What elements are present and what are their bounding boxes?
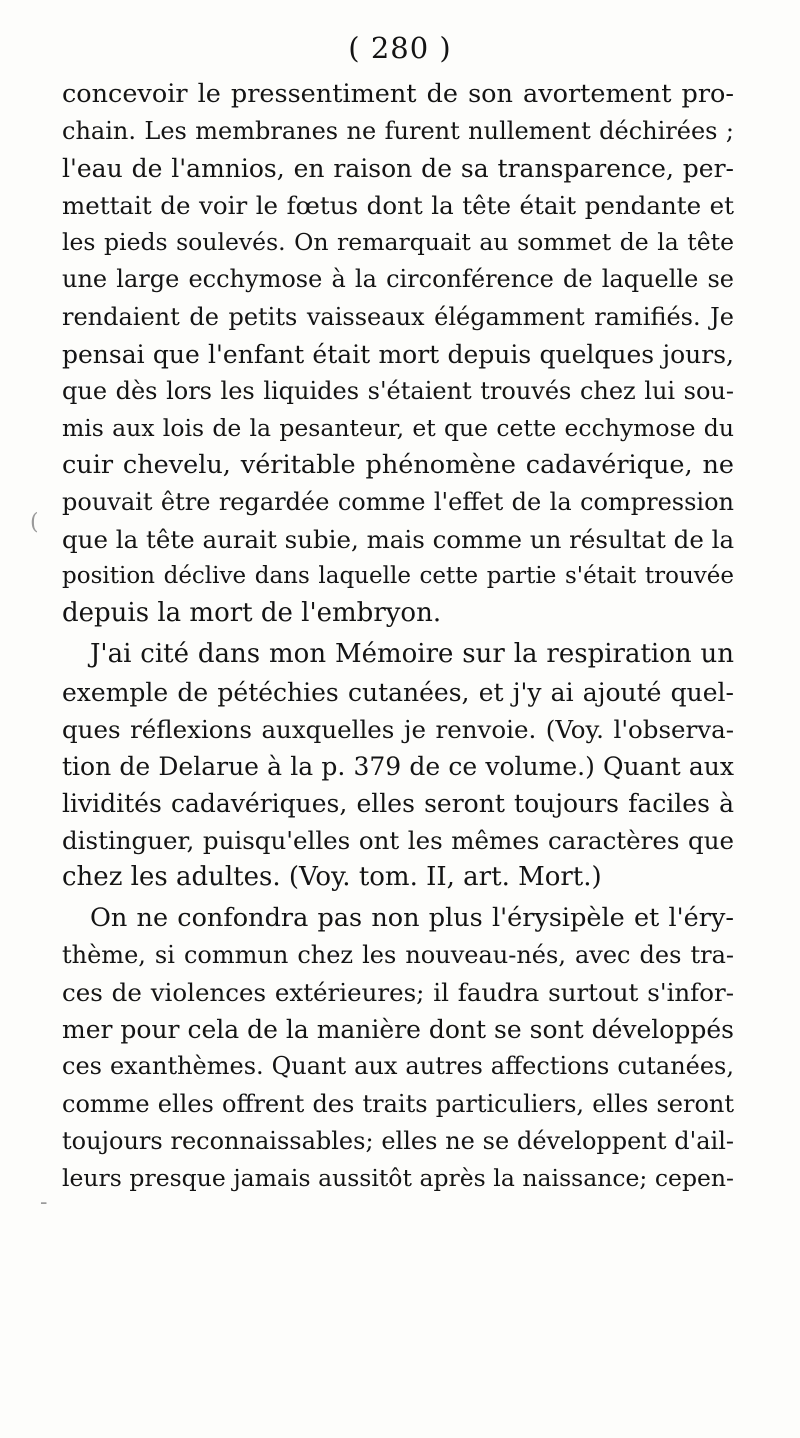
text-line: cuir chevelu, véritable phénomène cadavérique, ne [62, 449, 734, 480]
paragraph [62, 900, 734, 1197]
text-line: distinguer, puisqu'elles ont les mêmes caractères que [62, 825, 734, 855]
text-line: pouvait être regardée comme l'effet de la compression [62, 488, 734, 517]
text-line: On ne confondra pas non plus l'érysipèle et l'éry- [90, 903, 734, 934]
text-line: exemple de pétéchies cutanées, et j'y ai ajouté quel- [62, 677, 734, 707]
text-line: rendaient de petits vaisseaux élégamment ramifiés. Je [62, 302, 734, 331]
text-line: mer pour cela de la manière dont se sont développés [62, 1015, 734, 1045]
text-line: mettait de voir le fœtus dont la tête était pendante et [62, 191, 734, 221]
text-line: tion de Delarue à la p. 379 de ce volume.) Quant aux [62, 751, 734, 781]
text-line: mis aux lois de la pesanteur, et que cette ecchymose du [62, 413, 734, 442]
text-line: ces exanthèmes. Quant aux autres affections cutanées, [62, 1052, 734, 1081]
text-line: chain. Les membranes ne furent nullement déchirées ; [62, 117, 734, 146]
text-line: depuis la mort de l'embryon. [62, 598, 442, 629]
body-text [62, 76, 734, 1197]
text-line: que la tête aurait subie, mais comme un résultat de la [62, 525, 735, 555]
text-line: ces de violences extérieures; il faudra surtout s'infor- [62, 978, 734, 1008]
text-line: que dès lors les liquides s'étaient trouvés chez lui sou- [62, 376, 734, 405]
text-line: une large ecchymose à la circonférence de laquelle se [62, 265, 734, 294]
stray-mark: ( [30, 510, 39, 535]
text-line: pensai que l'enfant était mort depuis quelques jours, [62, 339, 734, 369]
page-number: ( 280 ) [348, 31, 452, 65]
text-line: ques réflexions auxquelles je renvoie. (Voy. l'observa- [62, 714, 734, 744]
text-line: position déclive dans laquelle cette partie s'était trouvée [62, 563, 734, 590]
text-line: concevoir le pressentiment de son avortement pro- [62, 79, 734, 109]
text-line: chez les adultes. (Voy. tom. II, art. Mort.) [62, 861, 602, 892]
text-line: les pieds soulevés. On remarquait au sommet de la tête [62, 228, 734, 257]
text-line: lividités cadavériques, elles seront toujours faciles à [62, 788, 734, 818]
text-line: l'eau de l'amnios, en raison de sa transparence, per- [62, 154, 734, 184]
text-line: leurs presque jamais aussitôt après la naissance; cepen- [62, 1163, 734, 1192]
text-line: J'ai cité dans mon Mémoire sur la respiration un [90, 639, 734, 670]
text-line: toujours reconnaissables; elles ne se développent d'ail- [62, 1126, 734, 1155]
paragraph [62, 76, 734, 632]
paragraph [62, 636, 734, 896]
text-line: thème, si commun chez les nouveau-nés, avec des tra- [62, 941, 734, 970]
text-line: comme elles offrent des traits particuliers, elles seront [62, 1089, 734, 1118]
stray-mark: - [40, 1190, 48, 1215]
